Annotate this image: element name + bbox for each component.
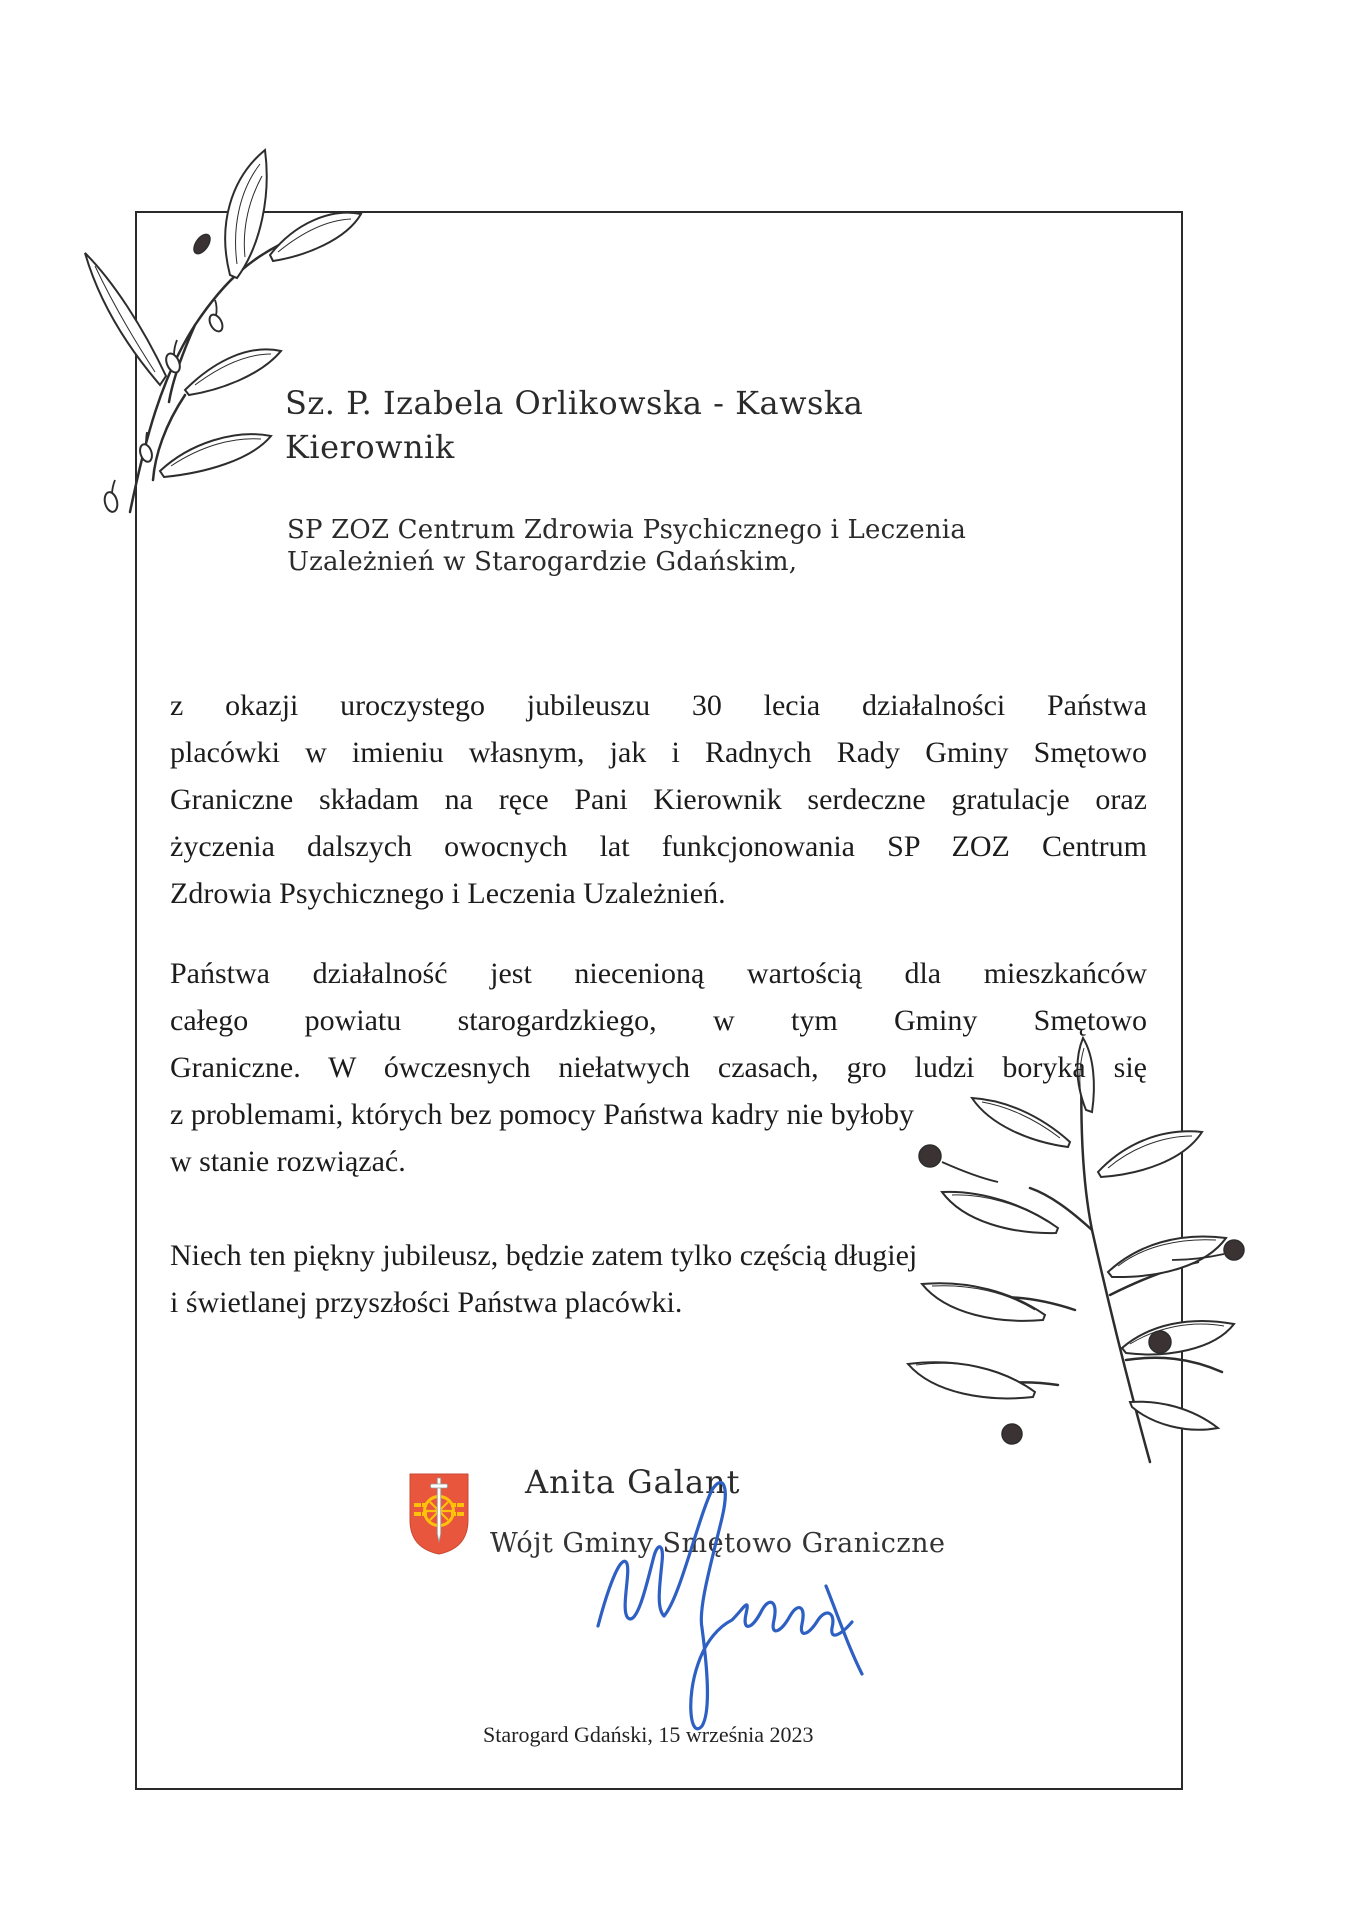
paragraph [170, 682, 1147, 917]
paragraph-line: placówki w imieniu własnym, jak i Radnych Rady Gminy Smętowo [170, 736, 1147, 769]
signer-title: Wójt Gminy Smętowo Graniczne [490, 1528, 946, 1559]
recipient-name: Sz. P. Izabela Orlikowska - Kawska [285, 384, 864, 422]
paragraph-line: Niech ten piękny jubileusz, będzie zatem tylko częścią długiej [170, 1239, 918, 1272]
paragraph [170, 950, 1147, 1185]
recipient-role: Kierownik [285, 428, 455, 466]
recipient-organization [287, 514, 966, 578]
paragraph-line: Graniczne składam na ręce Pani Kierownik serdeczne gratulacje oraz [170, 783, 1147, 816]
coat-of-arms-icon [408, 1472, 470, 1556]
recipient-organization-line2: Uzależnień w Starogardzie Gdańskim, [287, 547, 798, 577]
paragraph-line: całego powiatu starogardzkiego, w tym Gminy Smętowo [170, 1004, 1147, 1037]
handwritten-signature [590, 1478, 870, 1748]
paragraph [170, 1232, 1147, 1326]
paragraph-line: z problemami, których bez pomocy Państwa kadry nie byłoby [170, 1098, 914, 1131]
signer-name: Anita Galant [525, 1463, 741, 1501]
recipient-organization-line1: SP ZOZ Centrum Zdrowia Psychicznego i Leczenia [287, 515, 967, 545]
paragraph-line: życzenia dalszych owocnych lat funkcjonowania SP ZOZ Centrum [170, 830, 1147, 863]
dateline: Starogard Gdański, 15 września 2023 [483, 1722, 814, 1747]
paragraph-line: i świetlanej przyszłości Państwa placówki. [170, 1286, 683, 1319]
paragraph-line: w stanie rozwiązać. [170, 1145, 406, 1178]
body-text [170, 682, 1147, 1326]
paragraph-line: Państwa działalność jest niecenioną wartością dla mieszkańców [170, 957, 1147, 990]
paragraph-line: z okazji uroczystego jubileuszu 30 lecia działalności Państwa [170, 689, 1147, 722]
paragraph-line: Graniczne. W ówczesnych niełatwych czasach, gro ludzi boryka się [170, 1051, 1147, 1084]
paragraph-line: Zdrowia Psychicznego i Leczenia Uzależnień. [170, 877, 726, 910]
recipient-block [285, 381, 863, 469]
